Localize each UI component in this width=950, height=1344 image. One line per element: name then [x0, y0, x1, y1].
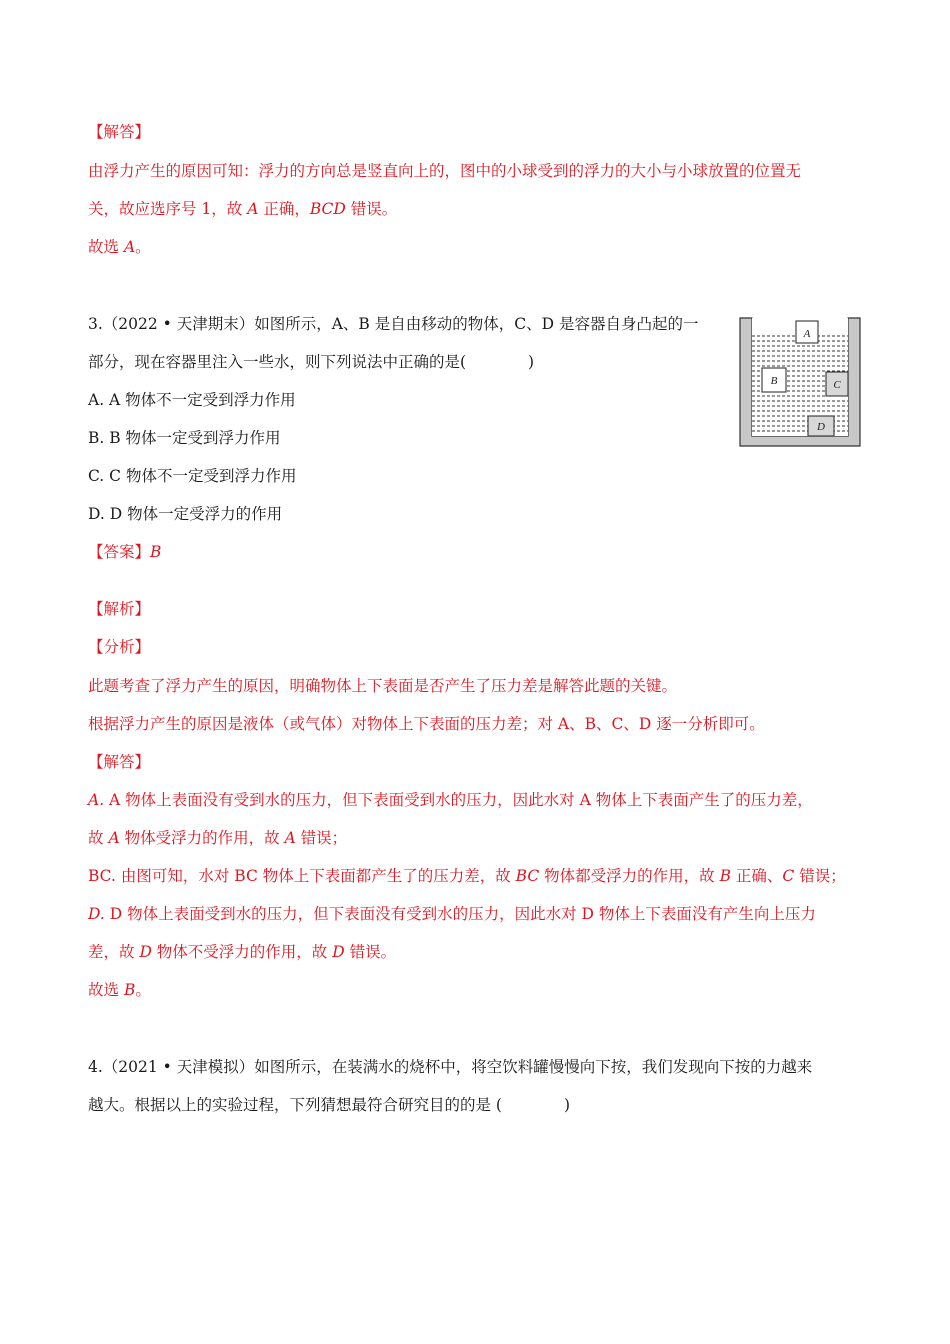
label-d: D — [817, 421, 825, 433]
solution-line: 差，故 D 物体不受浮力的作用，故 D 错误。 — [88, 943, 397, 961]
section-label-jieda: 【解答】 — [88, 123, 151, 141]
solution-line: BC. 由图可知，水对 BC 物体上下表面都产生了的压力差，故 BC 物体都受浮力的作用，故 B 正确、C 错误； — [88, 867, 846, 885]
option-a: A. A 物体不一定受到浮力作用 — [88, 391, 296, 409]
section-label-jiexi: 【解析】 — [88, 600, 151, 618]
answer-text-line: 关，故应选序号 1，故 A 正确，BCD 错误。 — [88, 200, 398, 218]
option-b: B. B 物体一定受到浮力作用 — [88, 429, 281, 447]
answer-line: 【答案】B — [88, 543, 162, 561]
analysis-line: 根据浮力产生的原因是液体（或气体）对物体上下表面的压力差；对 A、B、C、D 逐一分析即可。 — [88, 715, 765, 733]
question-stem: 越大。根据以上的实验过程，下列猜想最符合研究目的的是 ( ) — [88, 1096, 571, 1114]
solution-line: 故 A 物体受浮力的作用，故 A 错误； — [88, 829, 348, 847]
answer-text-line: 由浮力产生的原因可知：浮力的方向总是竖直向上的，图中的小球受到的浮力的大小与小球放置的位置无 — [88, 162, 802, 180]
option-d: D. D 物体一定受浮力的作用 — [88, 505, 283, 523]
question-stem: 3.（2022 • 天津期末）如图所示，A、B 是自由移动的物体，C、D 是容器自身凸起的一 — [88, 315, 699, 333]
section-label-fenxi: 【分析】 — [88, 638, 151, 656]
label-a: A — [803, 328, 811, 340]
label-b: B — [770, 375, 778, 387]
label-c: C — [833, 379, 841, 391]
question-stem: 4.（2021 • 天津模拟）如图所示，在装满水的烧杯中，将空饮料罐慢慢向下按，我们发现向下按的力越来 — [88, 1058, 813, 1076]
option-c: C. C 物体不一定受到浮力作用 — [88, 467, 297, 485]
analysis-line: 此题考查了浮力产生的原因，明确物体上下表面是否产生了压力差是解答此题的关键。 — [88, 677, 678, 695]
solution-line: D. D 物体上表面受到水的压力，但下表面没有受到水的压力，因此水对 D 物体上下表面没有产生向上压力 — [88, 905, 816, 923]
question-stem: 部分，现在容器里注入一些水，则下列说法中正确的是( ) — [88, 353, 535, 371]
answer-conclusion: 故选 A。 — [88, 238, 151, 256]
section-label-jieda: 【解答】 — [88, 753, 151, 771]
solution-line: A. A 物体上表面没有受到水的压力，但下表面受到水的压力，因此水对 A 物体上下表面产生了的压力差， — [88, 791, 813, 809]
solution-conclusion: 故选 B。 — [88, 981, 151, 999]
container-figure — [738, 316, 862, 448]
